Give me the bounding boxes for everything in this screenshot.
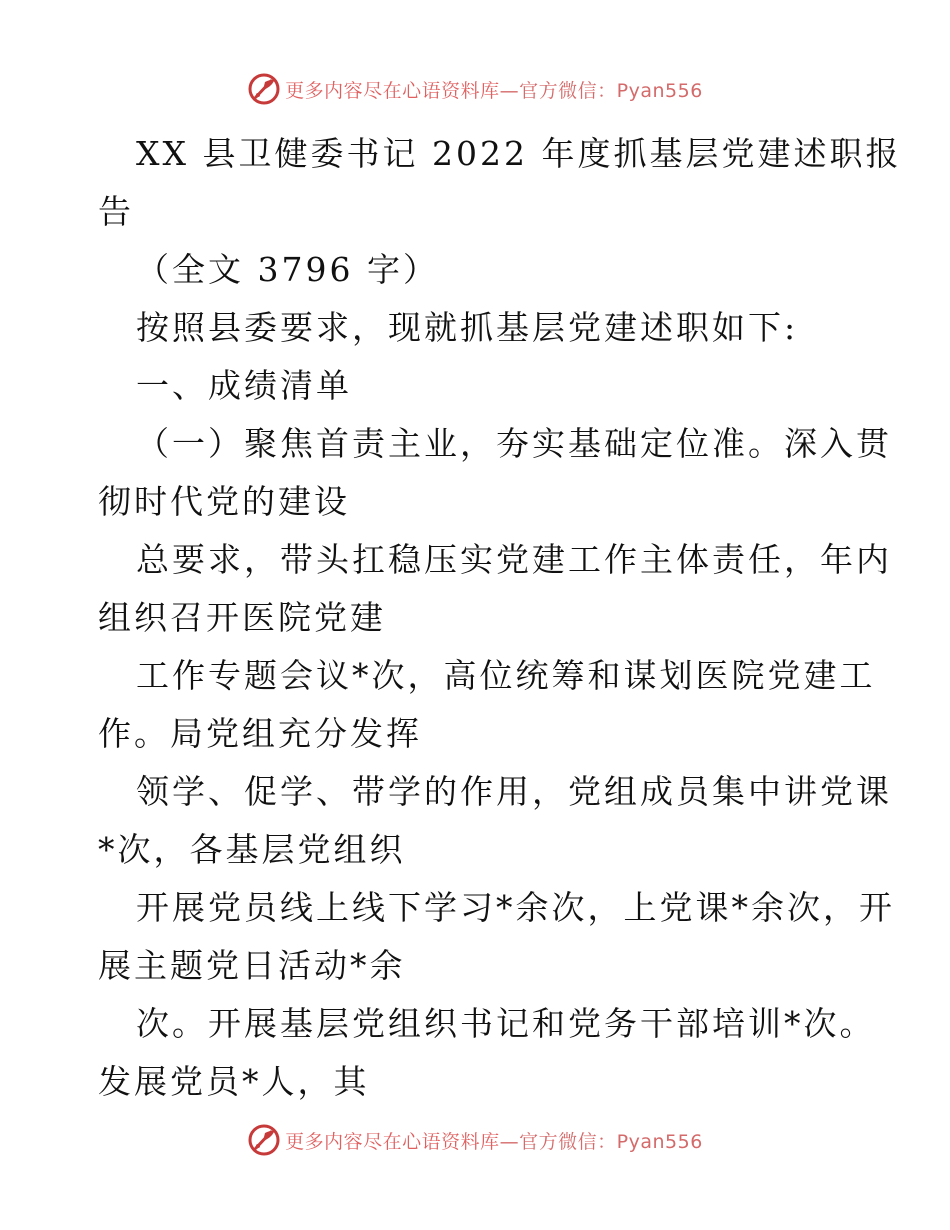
watermark-contact: —官方微信：Pyan556 <box>499 1130 703 1153</box>
paragraph-line: 领学、促学、带学的作用，党组成员集中讲党课 <box>136 772 892 811</box>
paragraph-line: 开展党员线上线下学习*余次，上党课*余次，开 <box>136 888 895 927</box>
quill-logo-icon <box>247 72 281 106</box>
paragraph-line: 次。开展基层党组织书记和党务干部培训*次。 <box>136 1004 876 1043</box>
paragraph-line: 作。局党组充分发挥 <box>98 714 422 753</box>
watermark-text: 更多内容尽在心语资料库 <box>285 79 500 102</box>
paragraph-line: *次，各基层党组织 <box>98 830 406 869</box>
watermark-contact: —官方微信：Pyan556 <box>499 79 703 102</box>
paragraph-line: 工作专题会议*次，高位统筹和谋划医院党建工 <box>136 656 876 695</box>
paragraph-line: 彻时代党的建设 <box>98 482 350 521</box>
paragraph-line: 展主题党日活动*余 <box>98 946 406 985</box>
document-title: XX 县卫健委书记 2022 年度抓基层党建述职报 <box>136 134 902 173</box>
watermark-footer <box>0 1120 950 1160</box>
word-count: （全文 3796 字） <box>136 250 439 289</box>
paragraph-line: 发展党员*人，其 <box>98 1062 370 1101</box>
watermark-header <box>0 69 950 109</box>
section-heading: 一、成绩清单 <box>136 366 352 405</box>
paragraph-line: 总要求，带头扛稳压实党建工作主体责任，年内 <box>136 540 892 579</box>
intro-paragraph: 按照县委要求，现就抓基层党建述职如下: <box>136 308 799 347</box>
paragraph-line: （一）聚焦首责主业，夯实基础定位准。深入贯 <box>136 424 892 463</box>
paragraph-line: 组织召开医院党建 <box>98 598 386 637</box>
document-body <box>98 125 902 1111</box>
quill-logo-icon <box>247 1123 281 1157</box>
document-title-continued: 告 <box>98 192 134 231</box>
watermark-text: 更多内容尽在心语资料库 <box>285 1130 500 1153</box>
